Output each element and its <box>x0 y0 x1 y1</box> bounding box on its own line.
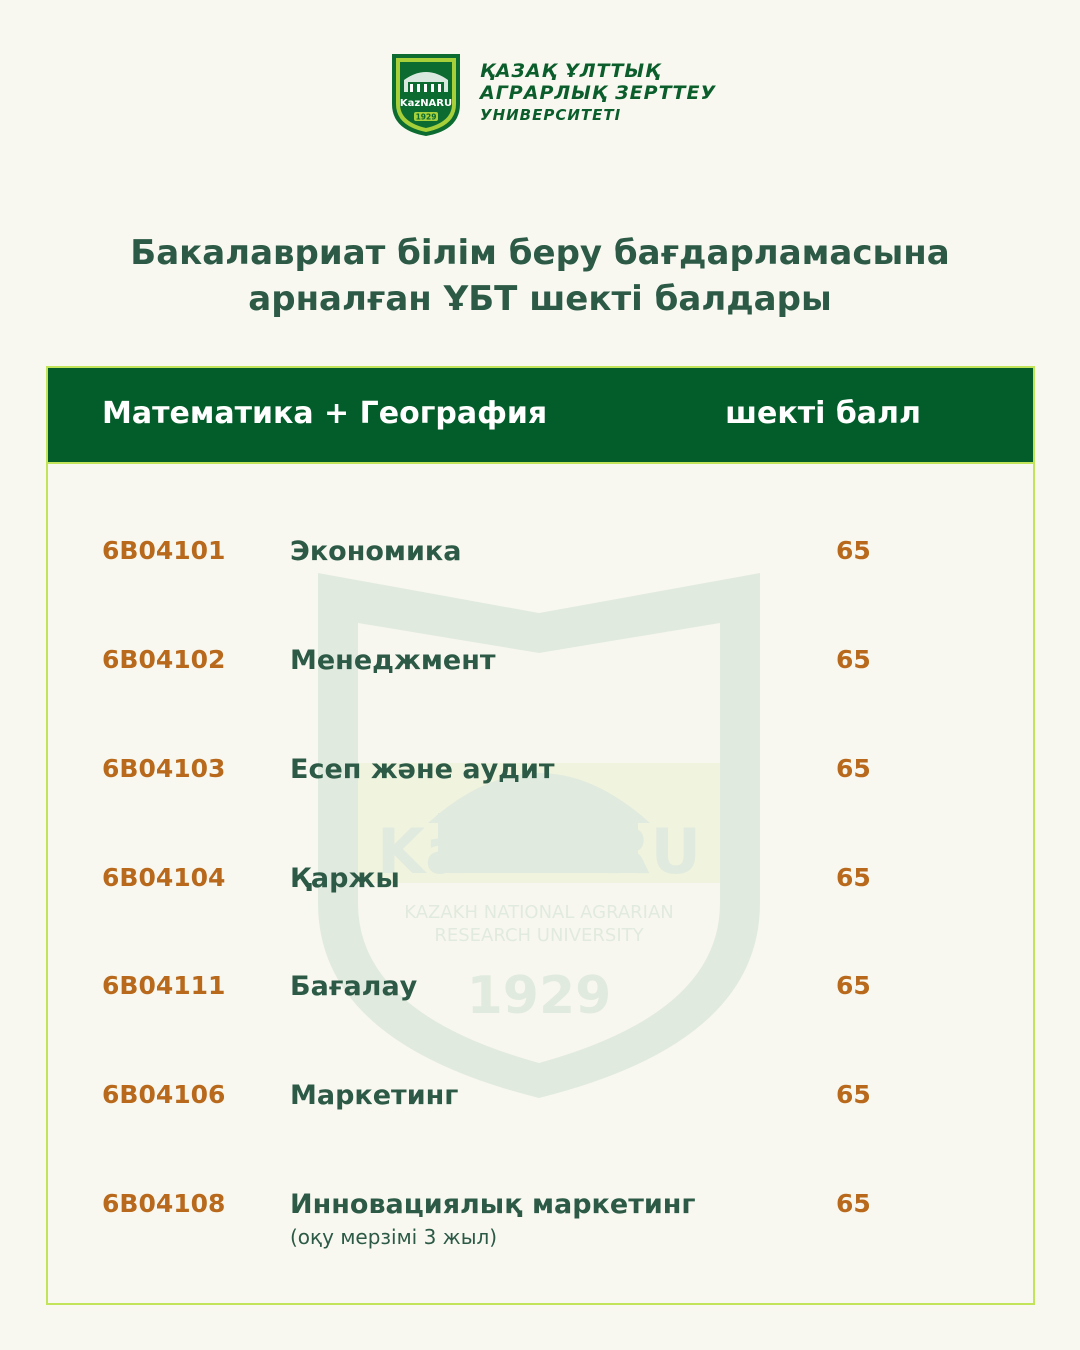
threshold-score: 65 <box>836 754 871 783</box>
page-title-line1: Бакалавриат білім беру бағдарламасына <box>130 233 950 273</box>
threshold-score: 65 <box>836 863 871 892</box>
page-title <box>0 230 1080 322</box>
table-row <box>48 863 1033 923</box>
emblem-label: KazNARU <box>399 98 453 109</box>
university-shield-icon <box>390 52 462 138</box>
table-row <box>48 1189 1033 1249</box>
program-name: Қаржы <box>290 863 400 894</box>
program-name: Менеджмент <box>290 645 496 676</box>
watermark-subtitle2: RESEARCH UNIVERSITY <box>434 925 644 946</box>
university-name-line2: АГРАРЛЫҚ ЗЕРТТЕУ <box>480 82 717 104</box>
threshold-score: 65 <box>836 1080 871 1109</box>
program-code: 6B04108 <box>102 1189 226 1218</box>
university-name-line1: ҚАЗАҚ ҰЛТТЫҚ <box>480 60 661 82</box>
threshold-score-table <box>46 366 1035 1305</box>
table-row <box>48 1080 1033 1140</box>
program-code: 6B04101 <box>102 536 226 565</box>
table-row <box>48 754 1033 814</box>
program-name: Маркетинг <box>290 1080 459 1111</box>
watermark-text: KazNARU <box>377 815 701 888</box>
score-header: шекті балл <box>725 396 921 431</box>
threshold-score: 65 <box>836 971 871 1000</box>
threshold-score: 65 <box>836 1189 871 1218</box>
emblem-year: 1929 <box>415 112 437 122</box>
watermark-subtitle1: KAZAKH NATIONAL AGRARIAN <box>404 902 674 923</box>
program-name: Бағалау <box>290 971 418 1002</box>
subjects-header: Математика + География <box>102 396 548 431</box>
program-code: 6B04106 <box>102 1080 226 1109</box>
program-code: 6B04102 <box>102 645 226 674</box>
program-name: Инновациялық маркетинг <box>290 1189 696 1220</box>
program-code: 6B04103 <box>102 754 226 783</box>
table-row <box>48 971 1033 1031</box>
page-title-line2: арналған ҰБТ шекті балдары <box>248 279 832 319</box>
university-name-line3: УНИВЕРСИТЕТІ <box>480 106 622 124</box>
program-name: Есеп және аудит <box>290 754 555 785</box>
program-code: 6B04104 <box>102 863 226 892</box>
program-note: (оқу мерзімі 3 жыл) <box>290 1225 498 1249</box>
watermark-year: 1929 <box>466 966 612 1026</box>
table-row <box>48 536 1033 596</box>
threshold-score: 65 <box>836 645 871 674</box>
program-name: Экономика <box>290 536 462 567</box>
table-header <box>48 368 1033 464</box>
university-logo <box>390 52 716 138</box>
university-name <box>480 60 716 126</box>
table-row <box>48 645 1033 705</box>
program-code: 6B04111 <box>102 971 226 1000</box>
threshold-score: 65 <box>836 536 871 565</box>
